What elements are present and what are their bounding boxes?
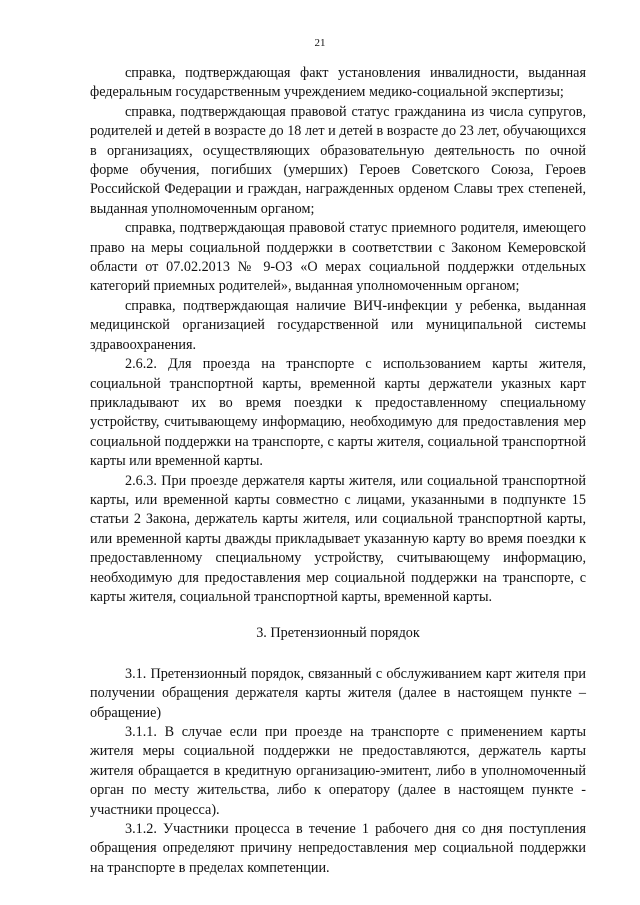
clause-2-6-3: 2.6.3. При проезде держателя карты жителя, или социальной транспортной карты, или временной карты совместно с лицами, указанными в подпункте 15 статьи 2 Закона, держатель карты жителя, или социальной транспортной карты, или временной карты дважды прикладывает указанную карту во время поездки к предоставленному специальному устройству, считывающему информацию, необходимую для предоставления мер социальной поддержки на транспорте, с карты жителя, социальной транспортной карты, временной карты. [90, 472, 586, 605]
clause-3-1: 3.1. Претензионный порядок, связанный с обслуживанием карт жителя при получении обращения держателя карты жителя (далее в настоящем пункте – обращение) [90, 665, 586, 721]
list-item: справка, подтверждающая факт установления инвалидности, выданная федеральным государственным учреждением медико-социальной экспертизы; [90, 65, 586, 101]
page-number: 21 [314, 37, 326, 49]
list-item: справка, подтверждающая правовой статус гражданина из числа супругов, родителей и детей в возрасте до 18 лет и детей в возрасте до 23 лет, обучающихся в организациях, осуществляющих образовательную деятельность по очной форме обучения, погибших (умерших) Героев Советского Союза, Героев Российской Федерации и граждан, награжденных орденом Славы трех степеней, выданная уполномоченным органом; [90, 103, 586, 217]
clause-3-1-1: 3.1.1. В случае если при проезде на транспорте с применением карты жителя меры социальной поддержки не предоставляются, держатель карты жителя обращается в кредитную организацию-эмитент, либо в уполномоченный орган по месту жительства, либо к оператору (далее в настоящем пункте - участники процесса). [90, 724, 586, 818]
section-heading: 3. Претензионный порядок [256, 625, 420, 642]
list-item: справка, подтверждающая наличие ВИЧ-инфекции у ребенка, выданная медицинской организацией государственной или муниципальной системы здравоохранения. [90, 297, 586, 353]
clause-3-1-2: 3.1.2. Участники процесса в течение 1 рабочего дня со дня поступления обращения определяют причину непредоставления мер социальной поддержки на транспорте в пределах компетенции. [90, 821, 586, 876]
clause-2-6-2: 2.6.2. Для проезда на транспорте с использованием карты жителя, социальной транспортной карты, временной карты держатели указных карт прикладывают их во время поездки к предоставленному специальному устройству, считывающему информацию, необходимую для предоставления мер социальной поддержки на транспорте, с карты жителя, социальной транспортной карты или временной карты. [90, 356, 586, 470]
document-body [90, 64, 586, 878]
list-item: справка, подтверждающая правовой статус приемного родителя, имеющего право на меры социальной поддержки в соответствии с Законом Кемеровской области от 07.02.2013 № 9-ОЗ «О мерах социальной поддержки отдельных категорий приемных родителей», выданная уполномоченным органом; [90, 220, 586, 295]
